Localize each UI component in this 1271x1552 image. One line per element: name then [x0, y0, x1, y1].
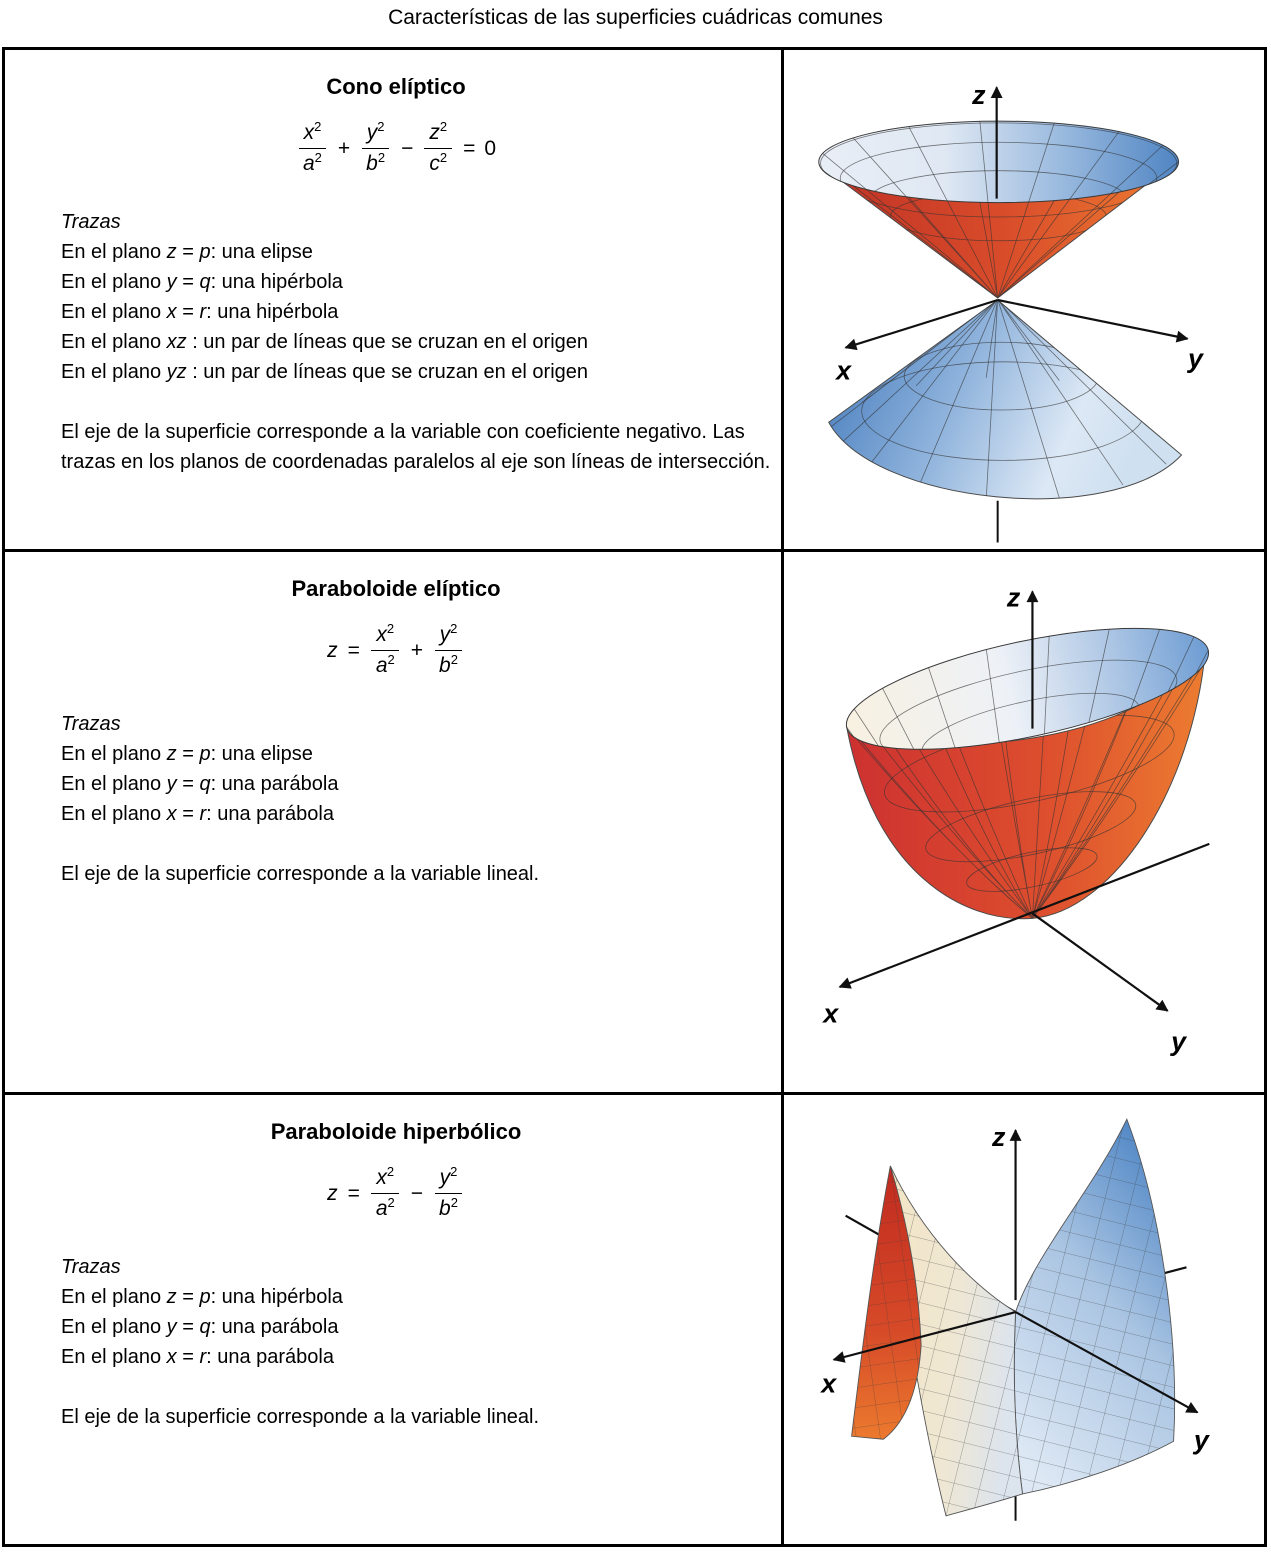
equation-operator: + — [410, 638, 424, 662]
trace-line: En el plano y = q: una hipérbola — [61, 271, 343, 293]
axis-label-x: x — [823, 998, 839, 1029]
axis-label-y: y — [1171, 1026, 1186, 1057]
figure-cell-saddle — [784, 1095, 1264, 1544]
axis-label-x: x — [836, 355, 852, 386]
cell-cono-eliptico — [5, 50, 784, 549]
equation-operator: = — [347, 1181, 360, 1205]
table-row — [5, 50, 1264, 552]
equation-fraction: $\frac{x^2}{a^2}$ — [371, 1165, 400, 1222]
hyperbolic-paraboloid-figure — [784, 1095, 1264, 1544]
surface-heading: Cono elíptico — [326, 74, 466, 99]
trace-line: En el plano y = q: una parábola — [61, 1316, 339, 1338]
surface-note: El eje de la superficie corresponde a la variable con coeficiente negativo. Las trazas en los planos de coordenadas paralelos al eje son líneas de intersección. — [61, 421, 771, 473]
figure-cell-paraboloid — [784, 552, 1264, 1092]
trace-line: En el plano z = p: una elipse — [61, 743, 313, 765]
trace-line: En el plano yz : un par de líneas que se cruzan en el origen — [61, 361, 589, 383]
equation-operator: − — [401, 136, 414, 160]
equation-fraction: $\frac{x^2}{a^2}$ — [371, 622, 400, 679]
axis-label-z: z — [1006, 582, 1021, 613]
equation-variable: z — [327, 1181, 338, 1205]
trace-line: En el plano z = p: una hipérbola — [61, 1286, 343, 1308]
axis-label-y: y — [1193, 1425, 1209, 1456]
table-row — [5, 552, 1264, 1095]
trazas-label: Trazas — [61, 713, 121, 735]
trace-line: En el plano y = q: una parábola — [61, 773, 339, 795]
elliptic-paraboloid-figure — [784, 552, 1264, 1092]
surface-equation — [61, 120, 731, 177]
trace-line: En el plano x = r: una parábola — [61, 803, 334, 825]
surface-heading: Paraboloide elíptico — [291, 576, 501, 601]
saddle-blue-mesh — [784, 1096, 1264, 1542]
table-row — [5, 1095, 1264, 1544]
axis-label-y: y — [1187, 343, 1203, 374]
equation-operator: = — [347, 638, 360, 662]
surface-note: El eje de la superficie corresponde a la variable lineal. — [61, 863, 540, 885]
axis-label-z: z — [991, 1122, 1006, 1153]
elliptic-cone-figure — [784, 50, 1264, 549]
equation-fraction: $\frac{x^2}{a^2}$ — [298, 120, 327, 177]
surface-equation — [61, 1165, 731, 1222]
quadric-table — [2, 47, 1267, 1547]
trace-list — [61, 237, 771, 387]
lower-cone-surface — [829, 300, 1182, 499]
trazas-label: Trazas — [61, 211, 121, 233]
trace-line: En el plano x = r: una parábola — [61, 1346, 334, 1368]
page-title: Características de las superficies cuádricas comunes — [388, 6, 883, 29]
surface-note: El eje de la superficie corresponde a la variable lineal. — [61, 1406, 540, 1428]
cell-paraboloide-hiperbolico — [5, 1095, 784, 1544]
axis-label-x: x — [821, 1368, 837, 1399]
equation-fraction: $\frac{y^2}{b^2}$ — [434, 1165, 463, 1222]
equation-fraction: $\frac{y^2}{b^2}$ — [361, 120, 390, 177]
cell-paraboloide-eliptico — [5, 552, 784, 1092]
axis-label-z: z — [972, 80, 986, 111]
trace-list — [61, 1282, 771, 1372]
equation-operator: + — [337, 136, 351, 160]
equation-operator: = — [463, 136, 476, 160]
equation-fraction: $\frac{z^2}{c^2}$ — [424, 120, 452, 177]
equation-operator: − — [410, 1181, 424, 1205]
upper-cone-opening — [819, 121, 1179, 202]
surface-heading: Paraboloide hiperbólico — [270, 1119, 522, 1144]
y-axis — [1032, 913, 1167, 1010]
trazas-label: Trazas — [61, 1256, 121, 1278]
trace-list — [61, 739, 771, 829]
equation-fraction: $\frac{y^2}{b^2}$ — [434, 622, 463, 679]
equation-constant: 0 — [484, 136, 497, 160]
equation-variable: z — [327, 638, 338, 662]
trace-line: En el plano x = r: una hipérbola — [61, 301, 339, 323]
figure-cell-cone — [784, 50, 1264, 549]
trace-line: En el plano xz : un par de líneas que se cruzan en el origen — [61, 331, 589, 353]
surface-equation — [61, 622, 731, 679]
trace-line: En el plano z = p: una elipse — [61, 241, 313, 263]
